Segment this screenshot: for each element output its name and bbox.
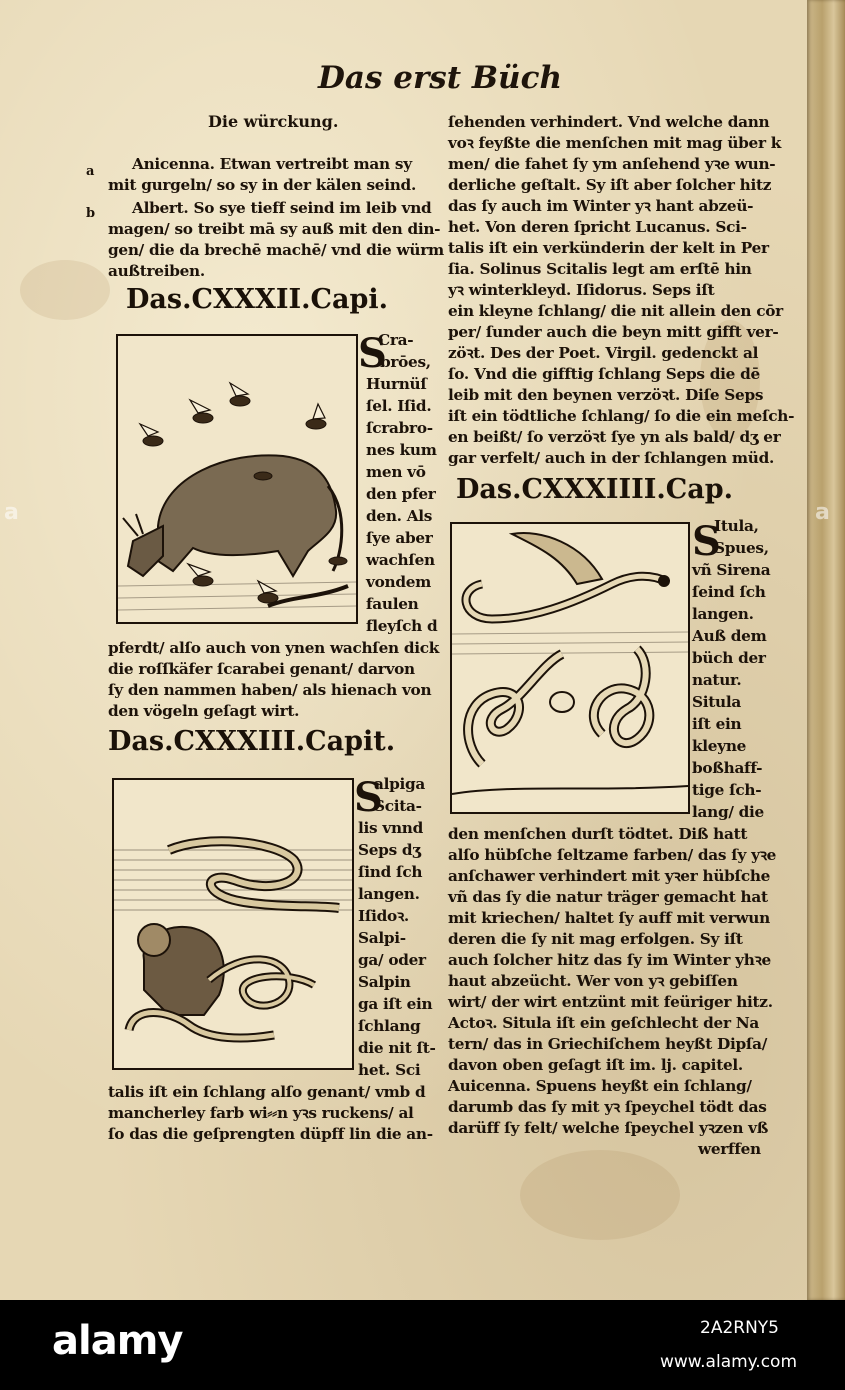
- side-line: het. Sci: [358, 1061, 421, 1079]
- text-line: ein kleyne ſchlang/ die nit allein den cōr: [448, 302, 783, 320]
- side-line: nes kum: [366, 441, 437, 459]
- text-line: Albert. So sye tieff seind im leib vnd: [132, 199, 432, 217]
- woodcut-serpents-man: [112, 778, 354, 1070]
- running-head: Das erst Büch: [318, 60, 562, 96]
- text-line: magen/ so treibt mā sy auß mit den din-: [108, 220, 441, 238]
- subhead: Die würckung.: [208, 112, 339, 131]
- chapter-heading: Das.CXXXIII.Capit.: [108, 726, 396, 757]
- side-line: Seps dʒ: [358, 841, 421, 859]
- horse-hornets-illustration: [118, 336, 356, 622]
- side-line: kleyne: [692, 737, 747, 755]
- text-line: Actoꝛ. Situla iſt ein geſchlecht der Na: [448, 1014, 760, 1032]
- text-line: haut abzeücht. Wer von yꝛ gebiſſen: [448, 972, 738, 990]
- side-line: büch der: [692, 649, 766, 667]
- side-line: ſeind ſch: [692, 583, 766, 601]
- side-line: wachſen: [366, 551, 435, 569]
- side-line: Cra-: [378, 331, 414, 349]
- text-line: en beißt/ ſo verzöꝛt ſye yn als bald/ dʒ er: [448, 428, 781, 446]
- text-line: gar verfelt/ auch in der ſchlangen müd.: [448, 449, 775, 467]
- woodcut-horse-hornets: [116, 334, 358, 624]
- side-line: alpiga: [374, 775, 426, 793]
- side-line: tige ſch-: [692, 781, 762, 799]
- winged-serpents-illustration: [452, 524, 688, 812]
- side-line: ga/ oder: [358, 951, 426, 969]
- side-line: ga iſt ein: [358, 995, 433, 1013]
- side-line: ſcrabro-: [366, 419, 433, 437]
- text-line: ſehenden verhindert. Vnd welche dann: [448, 113, 770, 131]
- side-line: Itula,: [714, 517, 759, 535]
- site-url: www.alamy.com: [660, 1352, 798, 1372]
- page-edge: [807, 0, 845, 1300]
- side-line: faulen: [366, 595, 419, 613]
- text-line: gen/ die da brechē machē/ vnd die würm: [108, 241, 444, 259]
- text-line: ſia. Solinus Scitalis legt am erſtē hin: [448, 260, 752, 278]
- side-line: vondem: [366, 573, 432, 591]
- side-line: lis vnnd: [358, 819, 423, 837]
- side-line: Salpi-: [358, 929, 406, 947]
- text-line: werffen: [698, 1140, 761, 1158]
- side-line: langen.: [692, 605, 754, 623]
- side-line: ſchlang: [358, 1017, 421, 1035]
- text-line: vñ das ſy die natur träger gemacht hat: [448, 888, 768, 906]
- side-line: boßhaff-: [692, 759, 763, 777]
- side-line: lang/ die: [692, 803, 764, 821]
- side-line: natur.: [692, 671, 742, 689]
- side-line: Hurnüſ: [366, 375, 427, 393]
- side-line: langen.: [358, 885, 420, 903]
- text-line: wirt/ der wirt entzünt mit feüriger hitz.: [448, 993, 773, 1011]
- serpents-man-illustration: [114, 780, 352, 1068]
- text-line: den menſchen durſt tödtet. Diß hatt: [448, 825, 748, 843]
- text-line: leib mit den beynen verzöꝛt. Diſe Seps: [448, 386, 764, 404]
- drop-cap: S: [354, 774, 383, 821]
- chapter-heading: Das.CXXXII.Capi.: [126, 284, 389, 315]
- text-line: iſt ein tödtliche ſchlang/ ſo die ein meſch-: [448, 407, 795, 425]
- text-line: voꝛ feyßte die menſchen mit mag über k: [448, 134, 782, 152]
- text-line: den vögeln geſagt wirt.: [108, 702, 300, 720]
- text-line: derliche geſtalt. Sy iſt aber ſolcher hitz: [448, 176, 772, 194]
- side-line: vñ Sirena: [692, 561, 771, 579]
- text-line: darumb das ſy mit yꝛ ſpeychel tödt das: [448, 1098, 767, 1116]
- text-line: Auicenna. Spuens heyßt ein ſchlang/: [448, 1077, 752, 1095]
- text-line: davon oben geſagt iſt im. lj. capitel.: [448, 1056, 743, 1074]
- side-line: den. Als: [366, 507, 433, 525]
- side-line: die nit ſt-: [358, 1039, 436, 1057]
- drop-cap: S: [692, 518, 721, 565]
- drop-cap: S: [358, 330, 387, 377]
- chapter-heading: Das.CXXXIIII.Cap.: [456, 474, 734, 505]
- text-line: auch ſolcher hitz das ſy im Winter yhꝛe: [448, 951, 771, 969]
- text-line: alſo hübſche ſeltzame farben/ das ſy yꝛe: [448, 846, 777, 864]
- text-line: ſo. Vnd die gifftig ſchlang Seps die dē: [448, 365, 760, 383]
- text-line: Anicenna. Etwan vertreibt man sy: [132, 155, 412, 173]
- watermark: a: [815, 500, 830, 525]
- text-line: mit gurgeln/ so sy in der kälen seind.: [108, 176, 416, 194]
- side-line: men vō: [366, 463, 426, 481]
- margin-mark: a: [86, 164, 95, 179]
- text-line: darüff ſy felt/ welche ſpeychel yꝛzen vß: [448, 1119, 769, 1137]
- side-line: ſel. Iſid.: [366, 397, 432, 415]
- side-line: den pfer: [366, 485, 436, 503]
- watermark: a: [4, 500, 19, 525]
- text-line: pferdt/ alſo auch von ynen wachſen dick: [108, 639, 440, 657]
- text-line: per/ ſunder auch die beyn mitt gifft ver-: [448, 323, 779, 341]
- image-id: 2A2RNY5: [700, 1318, 779, 1338]
- side-line: brōes,: [380, 353, 431, 371]
- side-line: Auß dem: [692, 627, 767, 645]
- text-line: zöꝛt. Des der Poet. Virgil. gedenckt al: [448, 344, 759, 362]
- side-line: Spues,: [714, 539, 769, 557]
- text-line: die roſſkäfer ſcarabei genant/ darvon: [108, 660, 415, 678]
- text-line: mit kriechen/ haltet ſy auff mit verwun: [448, 909, 770, 927]
- side-line: fleyſch d: [366, 617, 438, 635]
- side-line: Salpin: [358, 973, 411, 991]
- alamy-logo: alamy: [52, 1318, 183, 1364]
- text-line: talis iſt ein verkünderin der kelt in Per: [448, 239, 769, 257]
- side-line: ſye aber: [366, 529, 433, 547]
- paper-stain: [520, 1150, 680, 1240]
- text-line: yꝛ winterkleyd. Iſidorus. Seps iſt: [448, 281, 715, 299]
- text-line: das ſy auch im Winter yꝛ hant abzeü-: [448, 197, 754, 215]
- text-line: anſchawer verhindert mit yꝛer hübſche: [448, 867, 771, 885]
- side-line: ſind ſch: [358, 863, 423, 881]
- paper-stain: [20, 260, 110, 320]
- text-line: außtreiben.: [108, 262, 205, 280]
- text-line: men/ die fahet ſy ym anſehend yꝛe wun-: [448, 155, 776, 173]
- side-line: iſt ein: [692, 715, 742, 733]
- text-line: tern/ das in Griechiſchem heyßt Dipſa/: [448, 1035, 768, 1053]
- side-line: Scita-: [374, 797, 422, 815]
- margin-mark: b: [86, 206, 96, 221]
- text-line: ſo das die geſprengten düpff lin die an-: [108, 1125, 433, 1143]
- side-line: Iſidoꝛ.: [358, 907, 409, 925]
- text-line: mancherley farb wi⸗⸗n yꝛs ruckens/ al: [108, 1104, 414, 1122]
- text-line: ſy den nammen haben/ als hienach von: [108, 681, 432, 699]
- text-line: talis iſt ein ſchlang alſo genant/ vmb d: [108, 1083, 426, 1101]
- text-line: deren die ſy nit mag erfolgen. Sy iſt: [448, 930, 743, 948]
- woodcut-winged-serpents: [450, 522, 690, 814]
- text-line: het. Von deren ſpricht Lucanus. Sci-: [448, 218, 747, 236]
- side-line: Situla: [692, 693, 741, 711]
